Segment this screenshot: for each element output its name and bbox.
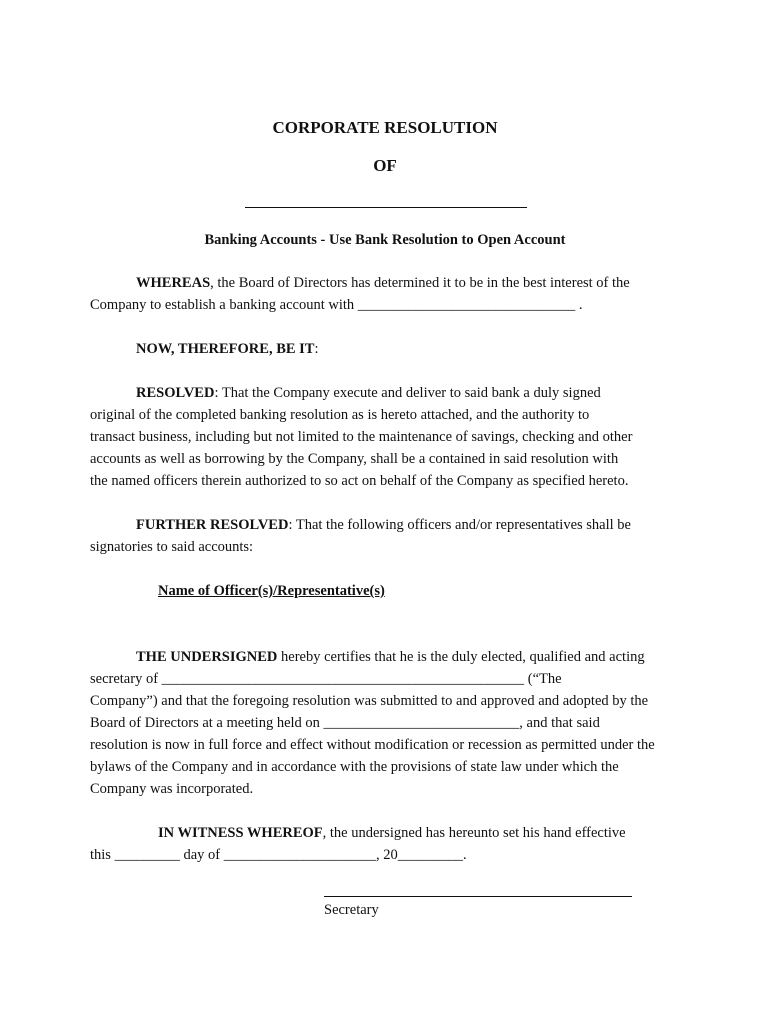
officers-section bbox=[90, 580, 690, 602]
resolved-text: transact business, including but not limited to the maintenance of savings, checking and other bbox=[90, 429, 633, 445]
text-line bbox=[90, 822, 690, 844]
resolved-text: original of the completed banking resolution as is hereto attached, and the authority to bbox=[90, 407, 590, 423]
undersigned-text: Company”) and that the foregoing resolution was submitted to and approved and adopted by the bbox=[90, 693, 649, 709]
text-line bbox=[90, 646, 690, 668]
undersigned-text: bylaws of the Company and in accordance with the provisions of state law under which the bbox=[90, 759, 619, 775]
resolved-lead: RESOLVED bbox=[136, 385, 215, 401]
company-name-blank-line bbox=[245, 207, 527, 208]
undersigned-text: Company was incorporated. bbox=[90, 781, 254, 797]
text-line bbox=[90, 338, 690, 360]
resolved-paragraph bbox=[90, 382, 690, 492]
undersigned-text: hereby certifies that he is the duly elected, qualified and acting bbox=[277, 649, 645, 665]
undersigned-text: Board of Directors at a meeting held on ___________________________, and that said bbox=[90, 715, 600, 731]
text-line bbox=[90, 580, 690, 602]
witness-paragraph bbox=[90, 822, 690, 866]
witness-text: this _________ day of _____________________, 20_________. bbox=[90, 847, 467, 863]
text-line bbox=[90, 514, 690, 536]
resolved-text: : That the Company execute and deliver to said bank a duly signed bbox=[214, 385, 601, 401]
signature-label: Secretary bbox=[324, 902, 379, 918]
now-therefore-paragraph bbox=[90, 338, 690, 360]
further-resolved-lead: FURTHER RESOLVED bbox=[136, 517, 289, 533]
now-therefore-tail: : bbox=[314, 341, 319, 357]
signature-line bbox=[324, 896, 632, 897]
resolved-text: the named officers therein authorized to so act on behalf of the Company as specified hereto. bbox=[90, 473, 629, 489]
whereas-lead: WHEREAS bbox=[136, 275, 211, 291]
further-resolved-text: signatories to said accounts: bbox=[90, 539, 254, 555]
undersigned-text: secretary of __________________________________________________ (“The bbox=[90, 671, 562, 687]
officers-heading: Name of Officer(s)/Representative(s) bbox=[158, 583, 385, 599]
now-therefore-lead: NOW, THEREFORE, BE IT bbox=[136, 341, 315, 357]
document-title: CORPORATE RESOLUTION bbox=[272, 118, 498, 137]
text-line bbox=[90, 272, 690, 294]
witness-lead: IN WITNESS WHEREOF bbox=[158, 825, 323, 841]
text-line bbox=[90, 382, 690, 404]
whereas-paragraph bbox=[90, 272, 690, 316]
document-title-of: OF bbox=[373, 156, 397, 175]
document-subtitle: Banking Accounts - Use Bank Resolution to Open Account bbox=[204, 232, 566, 248]
undersigned-paragraph bbox=[90, 646, 690, 800]
whereas-text: Company to establish a banking account with ______________________________ . bbox=[90, 297, 583, 313]
witness-text: , the undersigned has hereunto set his hand effective bbox=[322, 825, 626, 841]
further-resolved-paragraph bbox=[90, 514, 690, 558]
undersigned-text: resolution is now in full force and effect without modification or recession as permitted under the bbox=[90, 737, 655, 753]
further-resolved-text: : That the following officers and/or representatives shall be bbox=[288, 517, 631, 533]
undersigned-lead: THE UNDERSIGNED bbox=[136, 649, 278, 665]
whereas-text: , the Board of Directors has determined it to be in the best interest of the bbox=[210, 275, 630, 291]
resolved-text: accounts as well as borrowing by the Company, shall be a contained in said resolution with bbox=[90, 451, 619, 467]
